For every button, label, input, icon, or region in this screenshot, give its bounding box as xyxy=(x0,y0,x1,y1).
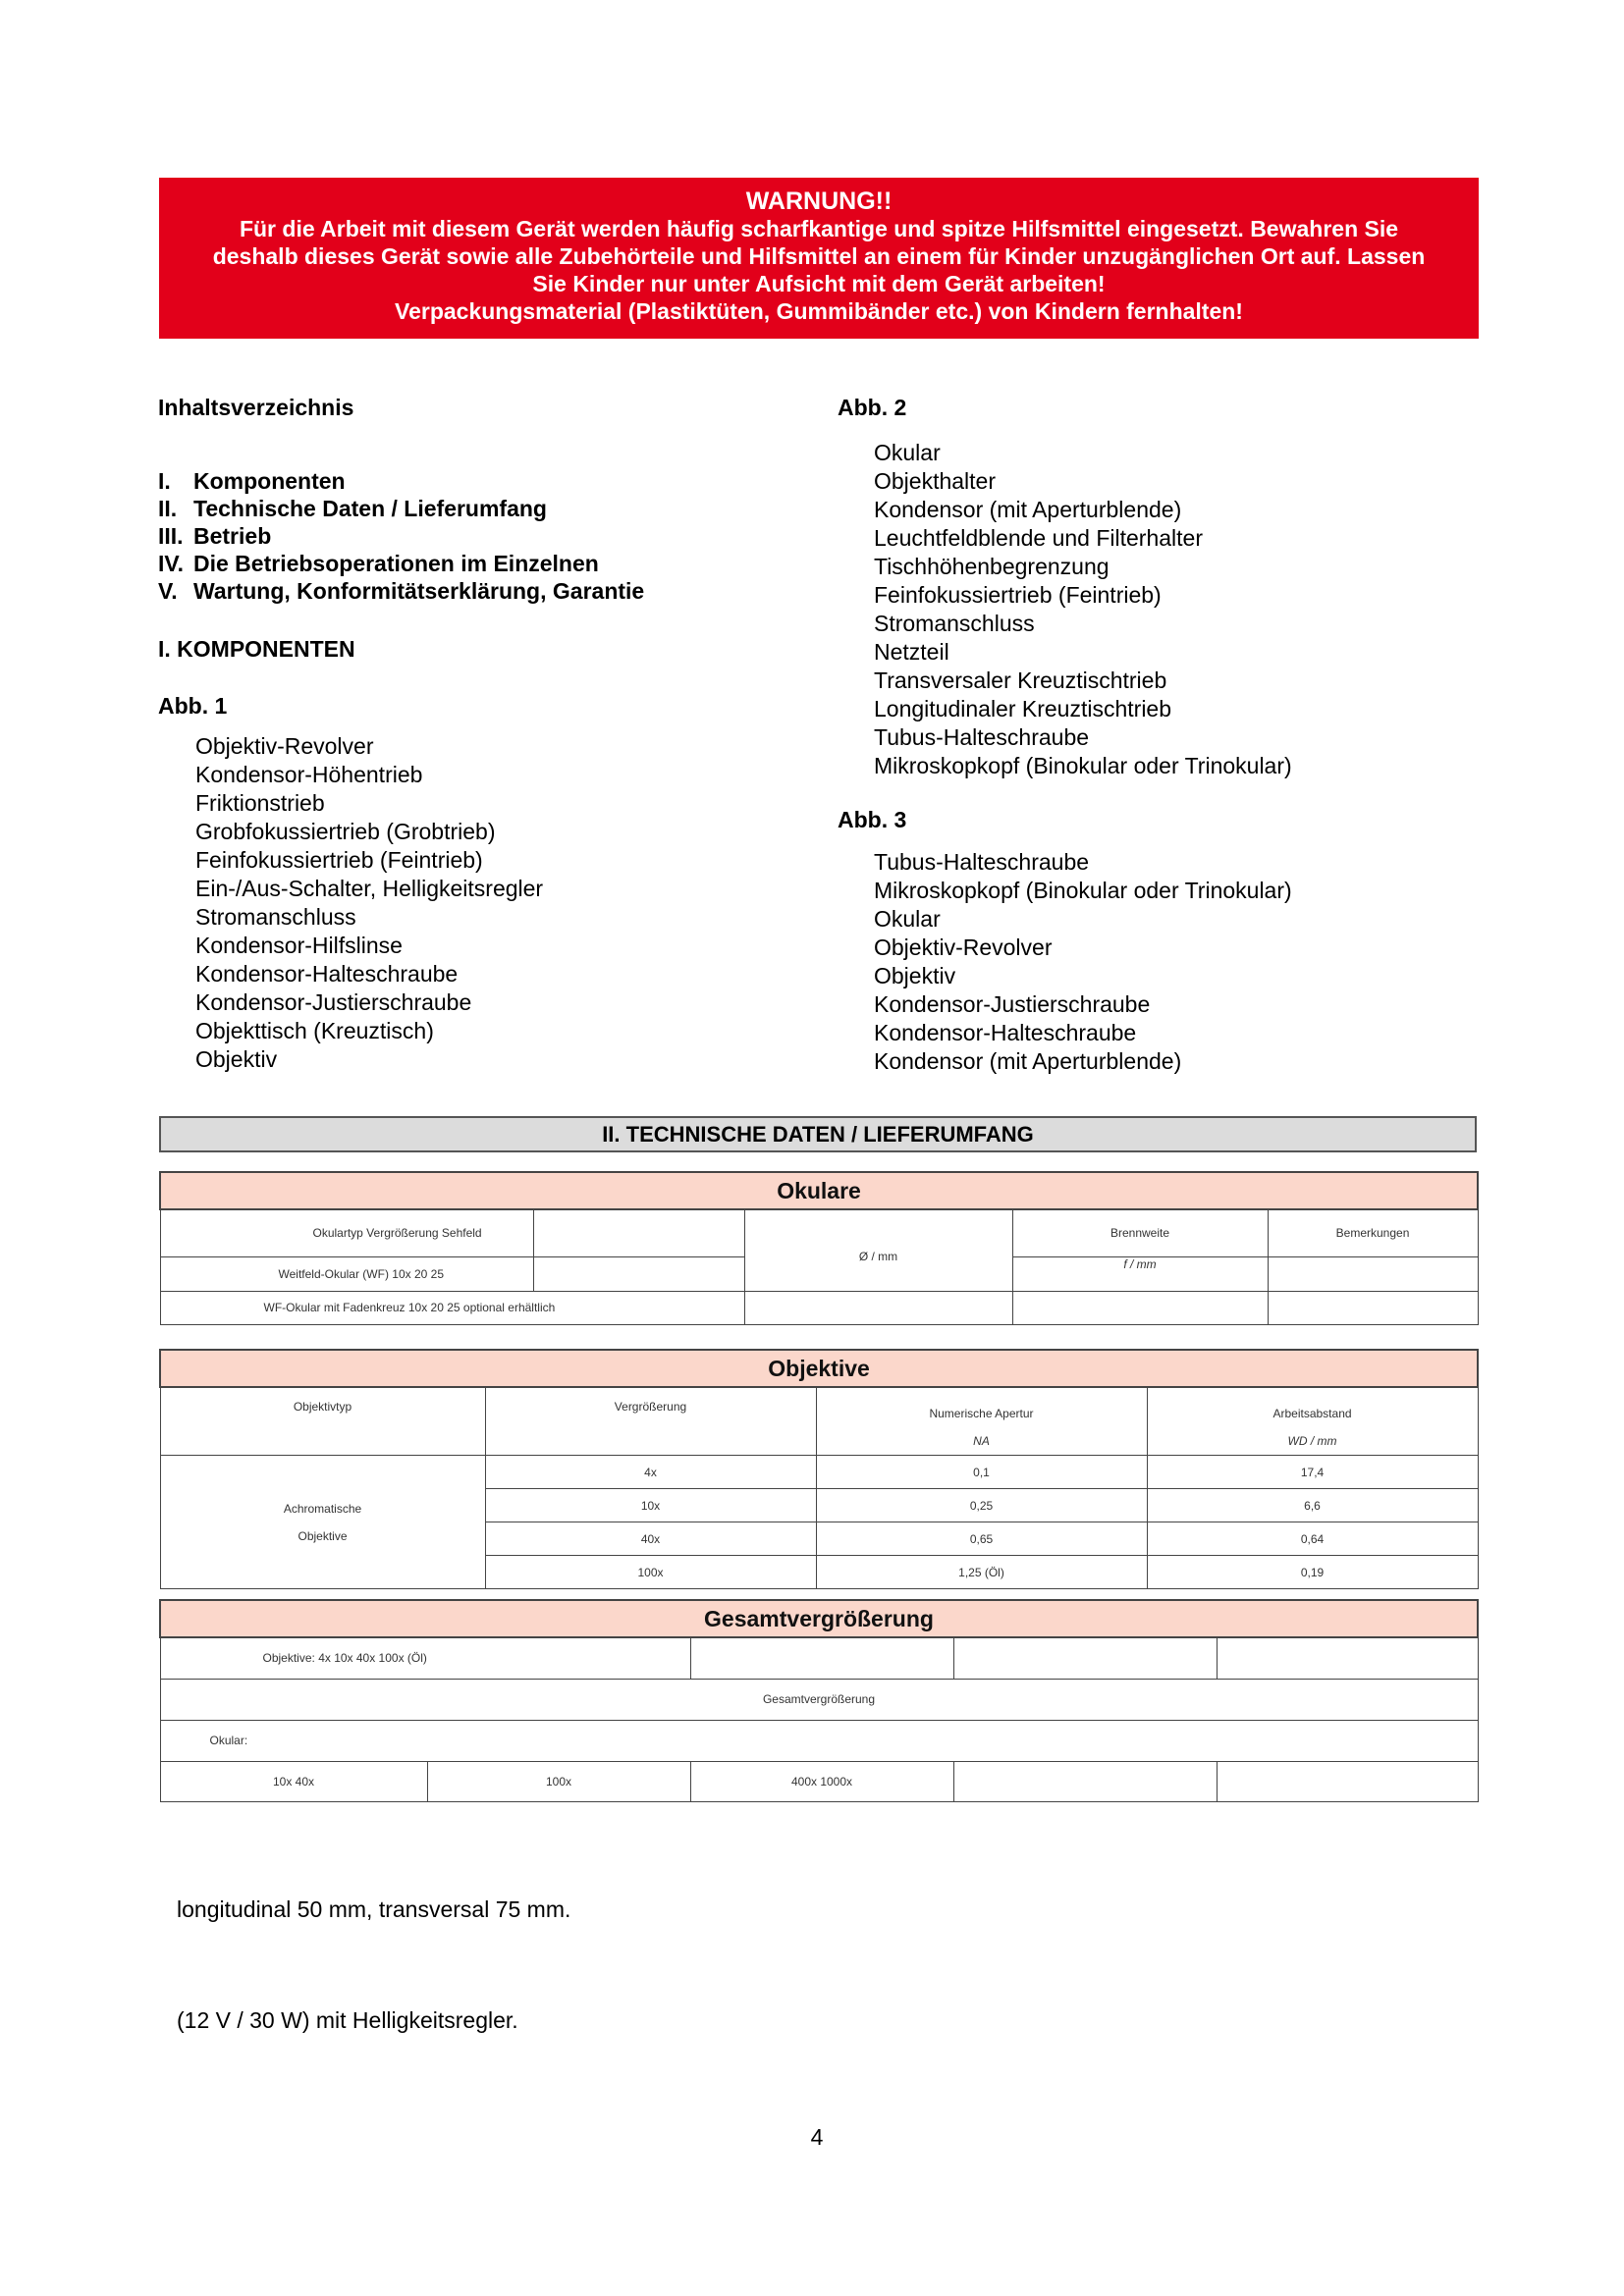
toc-num: IV. xyxy=(158,551,185,576)
objektive-na: 0,25 xyxy=(816,1489,1147,1522)
okulare-header-bemerkungen: Bemerkungen xyxy=(1268,1209,1478,1256)
paragraph: longitudinal 50 mm, transversal 75 mm. xyxy=(177,1896,571,1922)
warning-line: Verpackungsmaterial (Plastiktüten, Gummibänder etc.) von Kindern fernhalten! xyxy=(395,298,1243,324)
list-item: Mikroskopkopf (Binokular oder Trinokular) xyxy=(874,753,1292,778)
list-item: Objektiv-Revolver xyxy=(874,934,1053,960)
objektive-unit: WD / mm xyxy=(1287,1434,1337,1448)
gesamt-okular-label: Okular: xyxy=(160,1720,1478,1761)
toc-label: Die Betriebsoperationen im Einzelnen xyxy=(193,551,599,576)
list-item: Feinfokussiertrieb (Feintrieb) xyxy=(195,847,483,873)
list-item: Stromanschluss xyxy=(195,904,356,930)
list-item: Objekthalter xyxy=(874,468,997,494)
objektive-mag: 4x xyxy=(485,1456,816,1489)
objektive-header: Vergrößerung xyxy=(485,1387,816,1456)
objektive-na: 1,25 (Öl) xyxy=(816,1556,1147,1589)
list-item: Objekttisch (Kreuztisch) xyxy=(195,1018,434,1043)
okulare-unit-diameter: Ø / mm xyxy=(744,1209,1012,1291)
objektive-header-na xyxy=(816,1387,1147,1456)
okulare-header: Okulartyp Vergrößerung Sehfeld xyxy=(160,1209,533,1256)
section-komponenten-title: I. KOMPONENTEN xyxy=(158,636,355,662)
abb3-list xyxy=(874,848,1292,1076)
gesamt-cell: 100x xyxy=(427,1761,690,1801)
objektive-mag: 10x xyxy=(485,1489,816,1522)
objektive-mag: 40x xyxy=(485,1522,816,1556)
list-item: Okular xyxy=(874,440,941,465)
objektive-header: Numerische Apertur xyxy=(929,1407,1034,1420)
toc-label: Wartung, Konformitätserklärung, Garantie xyxy=(193,578,645,604)
toc-list xyxy=(158,467,644,605)
warning-line: Für die Arbeit mit diesem Gerät werden häufig scharfkantige und spitze Hilfsmittel eingesetzt. Bewahren Sie xyxy=(239,216,1399,241)
objektive-wd: 0,19 xyxy=(1147,1556,1478,1589)
okulare-table xyxy=(159,1171,1479,1325)
gesamt-label: Gesamtvergrößerung xyxy=(160,1679,1478,1720)
list-item: Kondensor-Höhentrieb xyxy=(195,762,423,787)
objektive-type xyxy=(160,1456,485,1589)
abb2-title: Abb. 2 xyxy=(838,395,907,420)
abb2-list xyxy=(874,439,1292,780)
warning-line: deshalb dieses Gerät sowie alle Zubehörteile und Hilfsmittel an einem für Kinder unzugänglichen Ort auf. Lassen xyxy=(212,243,1426,269)
objektive-header: Arbeitsabstand xyxy=(1272,1407,1352,1420)
okulare-row: Weitfeld-Okular (WF) 10x 20 25 xyxy=(160,1256,533,1291)
list-item: Tischhöhenbegrenzung xyxy=(874,554,1110,579)
list-item: Feinfokussiertrieb (Feintrieb) xyxy=(874,582,1162,608)
gesamt-title: Gesamtvergrößerung xyxy=(160,1600,1478,1637)
section-technische-daten-title: II. TECHNISCHE DATEN / LIEFERUMFANG xyxy=(159,1116,1477,1152)
list-item: Objektiv xyxy=(874,963,956,988)
okulare-row: WF-Okular mit Fadenkreuz 10x 20 25 optional erhältlich xyxy=(160,1291,744,1324)
objektive-na: 0,1 xyxy=(816,1456,1147,1489)
list-item: Kondensor-Halteschraube xyxy=(195,961,459,987)
list-item: Mikroskopkopf (Binokular oder Trinokular) xyxy=(874,878,1292,903)
okulare-unit-focal: f / mm xyxy=(1012,1256,1268,1291)
list-item: Stromanschluss xyxy=(874,611,1035,636)
objektive-wd: 0,64 xyxy=(1147,1522,1478,1556)
abb1-list xyxy=(195,732,543,1074)
list-item: Netzteil xyxy=(874,639,949,665)
list-item: Tubus-Halteschraube xyxy=(874,849,1090,875)
objektive-header-wd xyxy=(1147,1387,1478,1456)
gesamt-cell: 10x 40x xyxy=(160,1761,427,1801)
objektive-type-line: Objektive xyxy=(298,1528,348,1543)
abb1-title: Abb. 1 xyxy=(158,693,228,719)
gesamt-table xyxy=(159,1599,1479,1802)
gesamt-objektive: Objektive: 4x 10x 40x 100x (Öl) xyxy=(160,1637,690,1679)
toc-item xyxy=(158,577,644,605)
list-item: Kondensor-Justierschraube xyxy=(874,991,1151,1017)
objektive-mag: 100x xyxy=(485,1556,816,1589)
toc-item xyxy=(158,550,644,577)
list-item: Kondensor-Hilfslinse xyxy=(195,933,403,958)
objektive-type-line: Achromatische xyxy=(283,1501,362,1516)
toc-num: II. xyxy=(158,496,178,521)
gesamt-cell: 400x 1000x xyxy=(690,1761,953,1801)
toc-num: III. xyxy=(158,523,184,549)
toc-num: V. xyxy=(158,578,178,604)
list-item: Leuchtfeldblende und Filterhalter xyxy=(874,525,1204,551)
list-item: Grobfokussiertrieb (Grobtrieb) xyxy=(195,819,496,844)
list-item: Longitudinaler Kreuztischtrieb xyxy=(874,696,1172,721)
toc-item xyxy=(158,467,644,495)
objektive-table xyxy=(159,1349,1479,1589)
list-item: Transversaler Kreuztischtrieb xyxy=(874,667,1167,693)
toc-title: Inhaltsverzeichnis xyxy=(158,395,354,420)
list-item: Okular xyxy=(874,906,941,932)
objektive-na: 0,65 xyxy=(816,1522,1147,1556)
list-item: Objektiv-Revolver xyxy=(195,733,374,759)
list-item: Kondensor (mit Aperturblende) xyxy=(874,1048,1182,1074)
list-item: Tubus-Halteschraube xyxy=(874,724,1090,750)
paragraph: (12 V / 30 W) mit Helligkeitsregler. xyxy=(177,2007,518,2033)
toc-label: Komponenten xyxy=(193,468,346,494)
objektive-unit: NA xyxy=(973,1434,990,1448)
abb3-title: Abb. 3 xyxy=(838,807,907,832)
okulare-header-brennweite: Brennweite xyxy=(1012,1209,1268,1256)
okulare-title: Okulare xyxy=(160,1172,1478,1209)
warning-line: Sie Kinder nur unter Aufsicht mit dem Gerät arbeiten! xyxy=(532,271,1106,296)
toc-label: Technische Daten / Lieferumfang xyxy=(193,496,547,521)
toc-item xyxy=(158,522,644,550)
objektive-header: Objektivtyp xyxy=(160,1387,485,1456)
warning-title: WARNUNG!! xyxy=(745,187,893,215)
list-item: Kondensor-Justierschraube xyxy=(195,989,472,1015)
list-item: Objektiv xyxy=(195,1046,278,1072)
warning-box xyxy=(159,178,1479,339)
list-item: Ein-/Aus-Schalter, Helligkeitsregler xyxy=(195,876,544,901)
objektive-wd: 17,4 xyxy=(1147,1456,1478,1489)
toc-item xyxy=(158,495,644,522)
page-number: 4 xyxy=(810,2124,824,2150)
list-item: Friktionstrieb xyxy=(195,790,325,816)
toc-label: Betrieb xyxy=(193,523,272,549)
list-item: Kondensor-Halteschraube xyxy=(874,1020,1137,1045)
list-item: Kondensor (mit Aperturblende) xyxy=(874,497,1182,522)
objektive-title: Objektive xyxy=(160,1350,1478,1387)
toc-num: I. xyxy=(158,468,171,494)
objektive-wd: 6,6 xyxy=(1147,1489,1478,1522)
